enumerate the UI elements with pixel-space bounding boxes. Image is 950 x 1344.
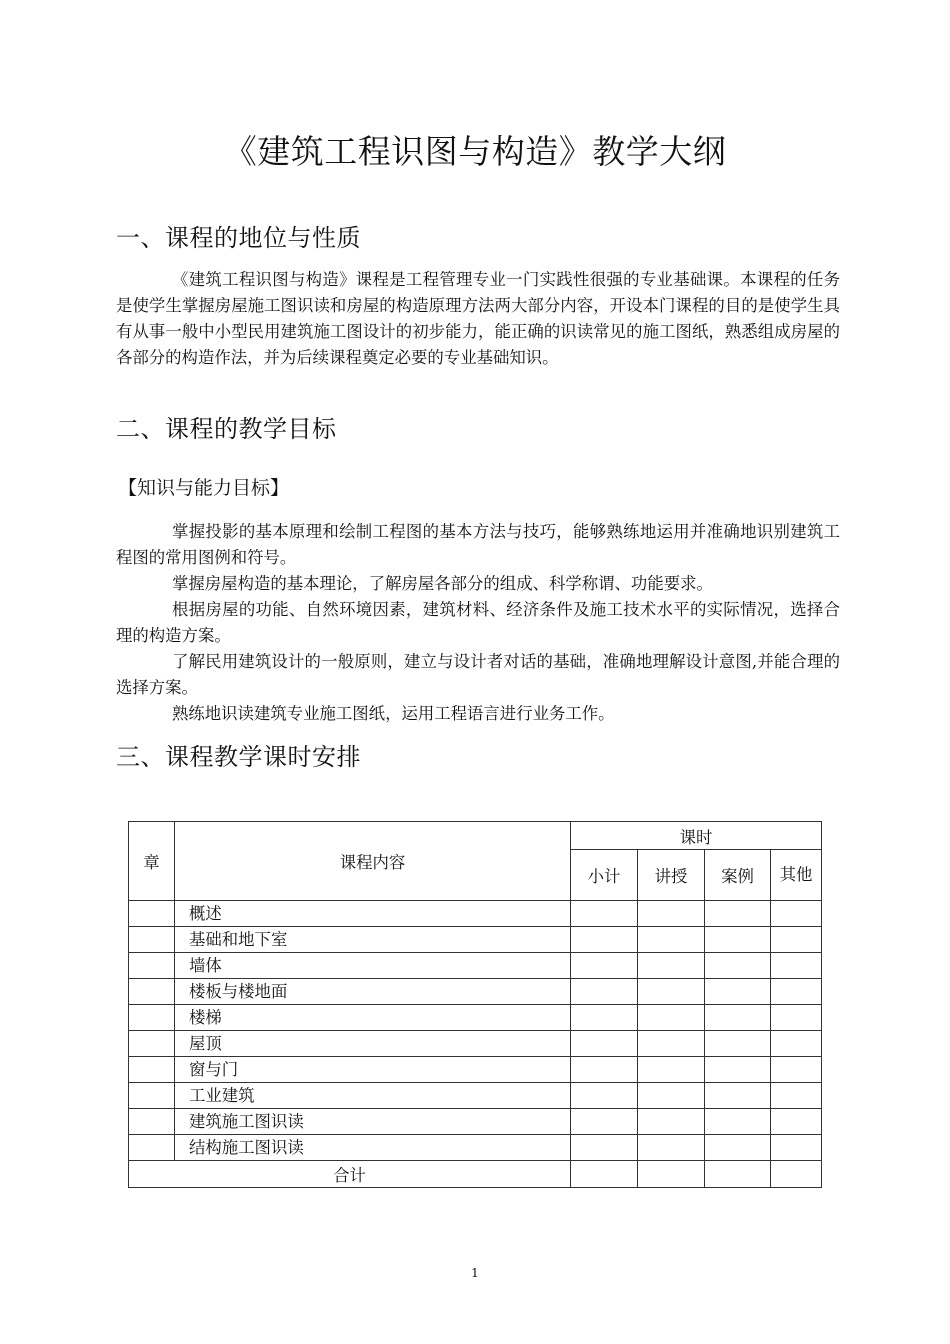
chapter-cell [129,953,175,979]
total-label-cell: 合计 [129,1161,571,1188]
course-nature-paragraph: 《建筑工程识图与构造》课程是工程管理专业一门实践性很强的专业基础课。本课程的任务是使学生掌握房屋施工图识读和房屋的构造原理方法两大部分内容，开设本门课程的目的是使学生具有从事一般中小型民用建筑施工图设计的初步能力，能正确的识读常见的施工图纸，熟悉组成房屋的各部分的构造作法，并为后续课程奠定必要的专业基础知识。 [116,270,840,367]
case-cell [705,1109,771,1135]
table-header-row [129,822,822,850]
content-cell: 窗与门 [175,1057,571,1083]
case-cell [705,979,771,1005]
chapter-cell [129,1057,175,1083]
case-cell [705,1005,771,1031]
chapter-cell [129,1031,175,1057]
subtotal-cell [571,901,638,927]
subtotal-cell [571,1109,638,1135]
content-cell: 结构施工图识读 [175,1135,571,1161]
table-row [129,1109,822,1135]
total-lecture-cell [638,1161,705,1188]
table-total-row [129,1161,822,1188]
chapter-cell [129,1109,175,1135]
subtotal-cell [571,1031,638,1057]
goal-paragraph-design-principles: 了解民用建筑设计的一般原则，建立与设计者对话的基础，准确地理解设计意图,并能合理的选择方案。 [116,652,840,697]
goal-paragraph-construction-theory: 掌握房屋构造的基本理论，了解房屋各部分的组成、科学称谓、功能要求。 [172,574,713,593]
section-heading-teaching-goals: 二、课程的教学目标 [116,415,337,443]
section-heading-position-nature: 一、课程的地位与性质 [116,224,361,252]
chapter-cell [129,901,175,927]
lecture-cell [638,1057,705,1083]
subtotal-cell [571,953,638,979]
content-header: 课程内容 [175,822,571,901]
subtotal-cell [571,1135,638,1161]
chapter-cell [129,1005,175,1031]
content-cell: 基础和地下室 [175,927,571,953]
case-cell [705,953,771,979]
case-cell [705,1057,771,1083]
total-subtotal-cell [571,1161,638,1188]
table-row [129,1031,822,1057]
content-cell: 概述 [175,901,571,927]
other-cell [771,1135,822,1161]
lecture-cell [638,1135,705,1161]
lecture-cell [638,979,705,1005]
subtotal-cell [571,1057,638,1083]
other-cell [771,1057,822,1083]
subheading-knowledge-ability: 【知识与能力目标】 [118,477,290,499]
other-cell [771,927,822,953]
lecture-cell [638,1005,705,1031]
lecture-cell [638,901,705,927]
subtotal-cell [571,1083,638,1109]
total-case-cell [705,1161,771,1188]
chapter-cell [129,927,175,953]
content-cell: 建筑施工图识读 [175,1109,571,1135]
table-row [129,1057,822,1083]
content-cell: 楼梯 [175,1005,571,1031]
table-row [129,953,822,979]
chapter-cell [129,979,175,1005]
lecture-cell [638,1031,705,1057]
case-header: 案例 [705,850,771,901]
other-cell [771,1031,822,1057]
goal-paragraph-construction-scheme: 根据房屋的功能、自然环境因素，建筑材料、经济条件及施工技术水平的实际情况，选择合理的构造方案。 [116,600,840,645]
content-cell: 屋顶 [175,1031,571,1057]
case-cell [705,927,771,953]
case-cell [705,1135,771,1161]
goal-paragraph-drawing-reading: 熟练地识读建筑专业施工图纸，运用工程语言进行业务工作。 [172,704,615,723]
subtotal-cell [571,1005,638,1031]
document-title: 《建筑工程识图与构造》教学大纲 [223,132,727,171]
lecture-cell [638,1109,705,1135]
other-cell [771,1083,822,1109]
other-cell [771,1109,822,1135]
table-row [129,901,822,927]
table-row [129,1005,822,1031]
other-cell [771,979,822,1005]
lecture-header: 讲授 [638,850,705,901]
other-cell [771,953,822,979]
subtotal-header: 小计 [571,850,638,901]
subtotal-cell [571,979,638,1005]
table-body [129,901,822,1188]
course-hours-table [128,821,822,1188]
table-row [129,1083,822,1109]
other-cell [771,1005,822,1031]
goal-paragraph-projection: 掌握投影的基本原理和绘制工程图的基本方法与技巧，能够熟练地运用并准确地识别建筑工程图的常用图例和符号。 [116,522,840,567]
content-cell: 工业建筑 [175,1083,571,1109]
chapter-cell [129,1083,175,1109]
subtotal-cell [571,927,638,953]
content-cell: 墙体 [175,953,571,979]
chapter-cell [129,1135,175,1161]
lecture-cell [638,1083,705,1109]
case-cell [705,1083,771,1109]
other-header: 其他 [771,850,822,901]
other-cell [771,901,822,927]
page-number: 1 [471,1266,479,1280]
table-row [129,979,822,1005]
case-cell [705,1031,771,1057]
lecture-cell [638,927,705,953]
table-row [129,1135,822,1161]
total-other-cell [771,1161,822,1188]
case-cell [705,901,771,927]
hours-header: 课时 [571,822,822,850]
content-cell: 楼板与楼地面 [175,979,571,1005]
chapter-header: 章 [129,822,175,901]
lecture-cell [638,953,705,979]
section-heading-hours-arrangement: 三、课程教学课时安排 [116,743,361,771]
table-row [129,927,822,953]
